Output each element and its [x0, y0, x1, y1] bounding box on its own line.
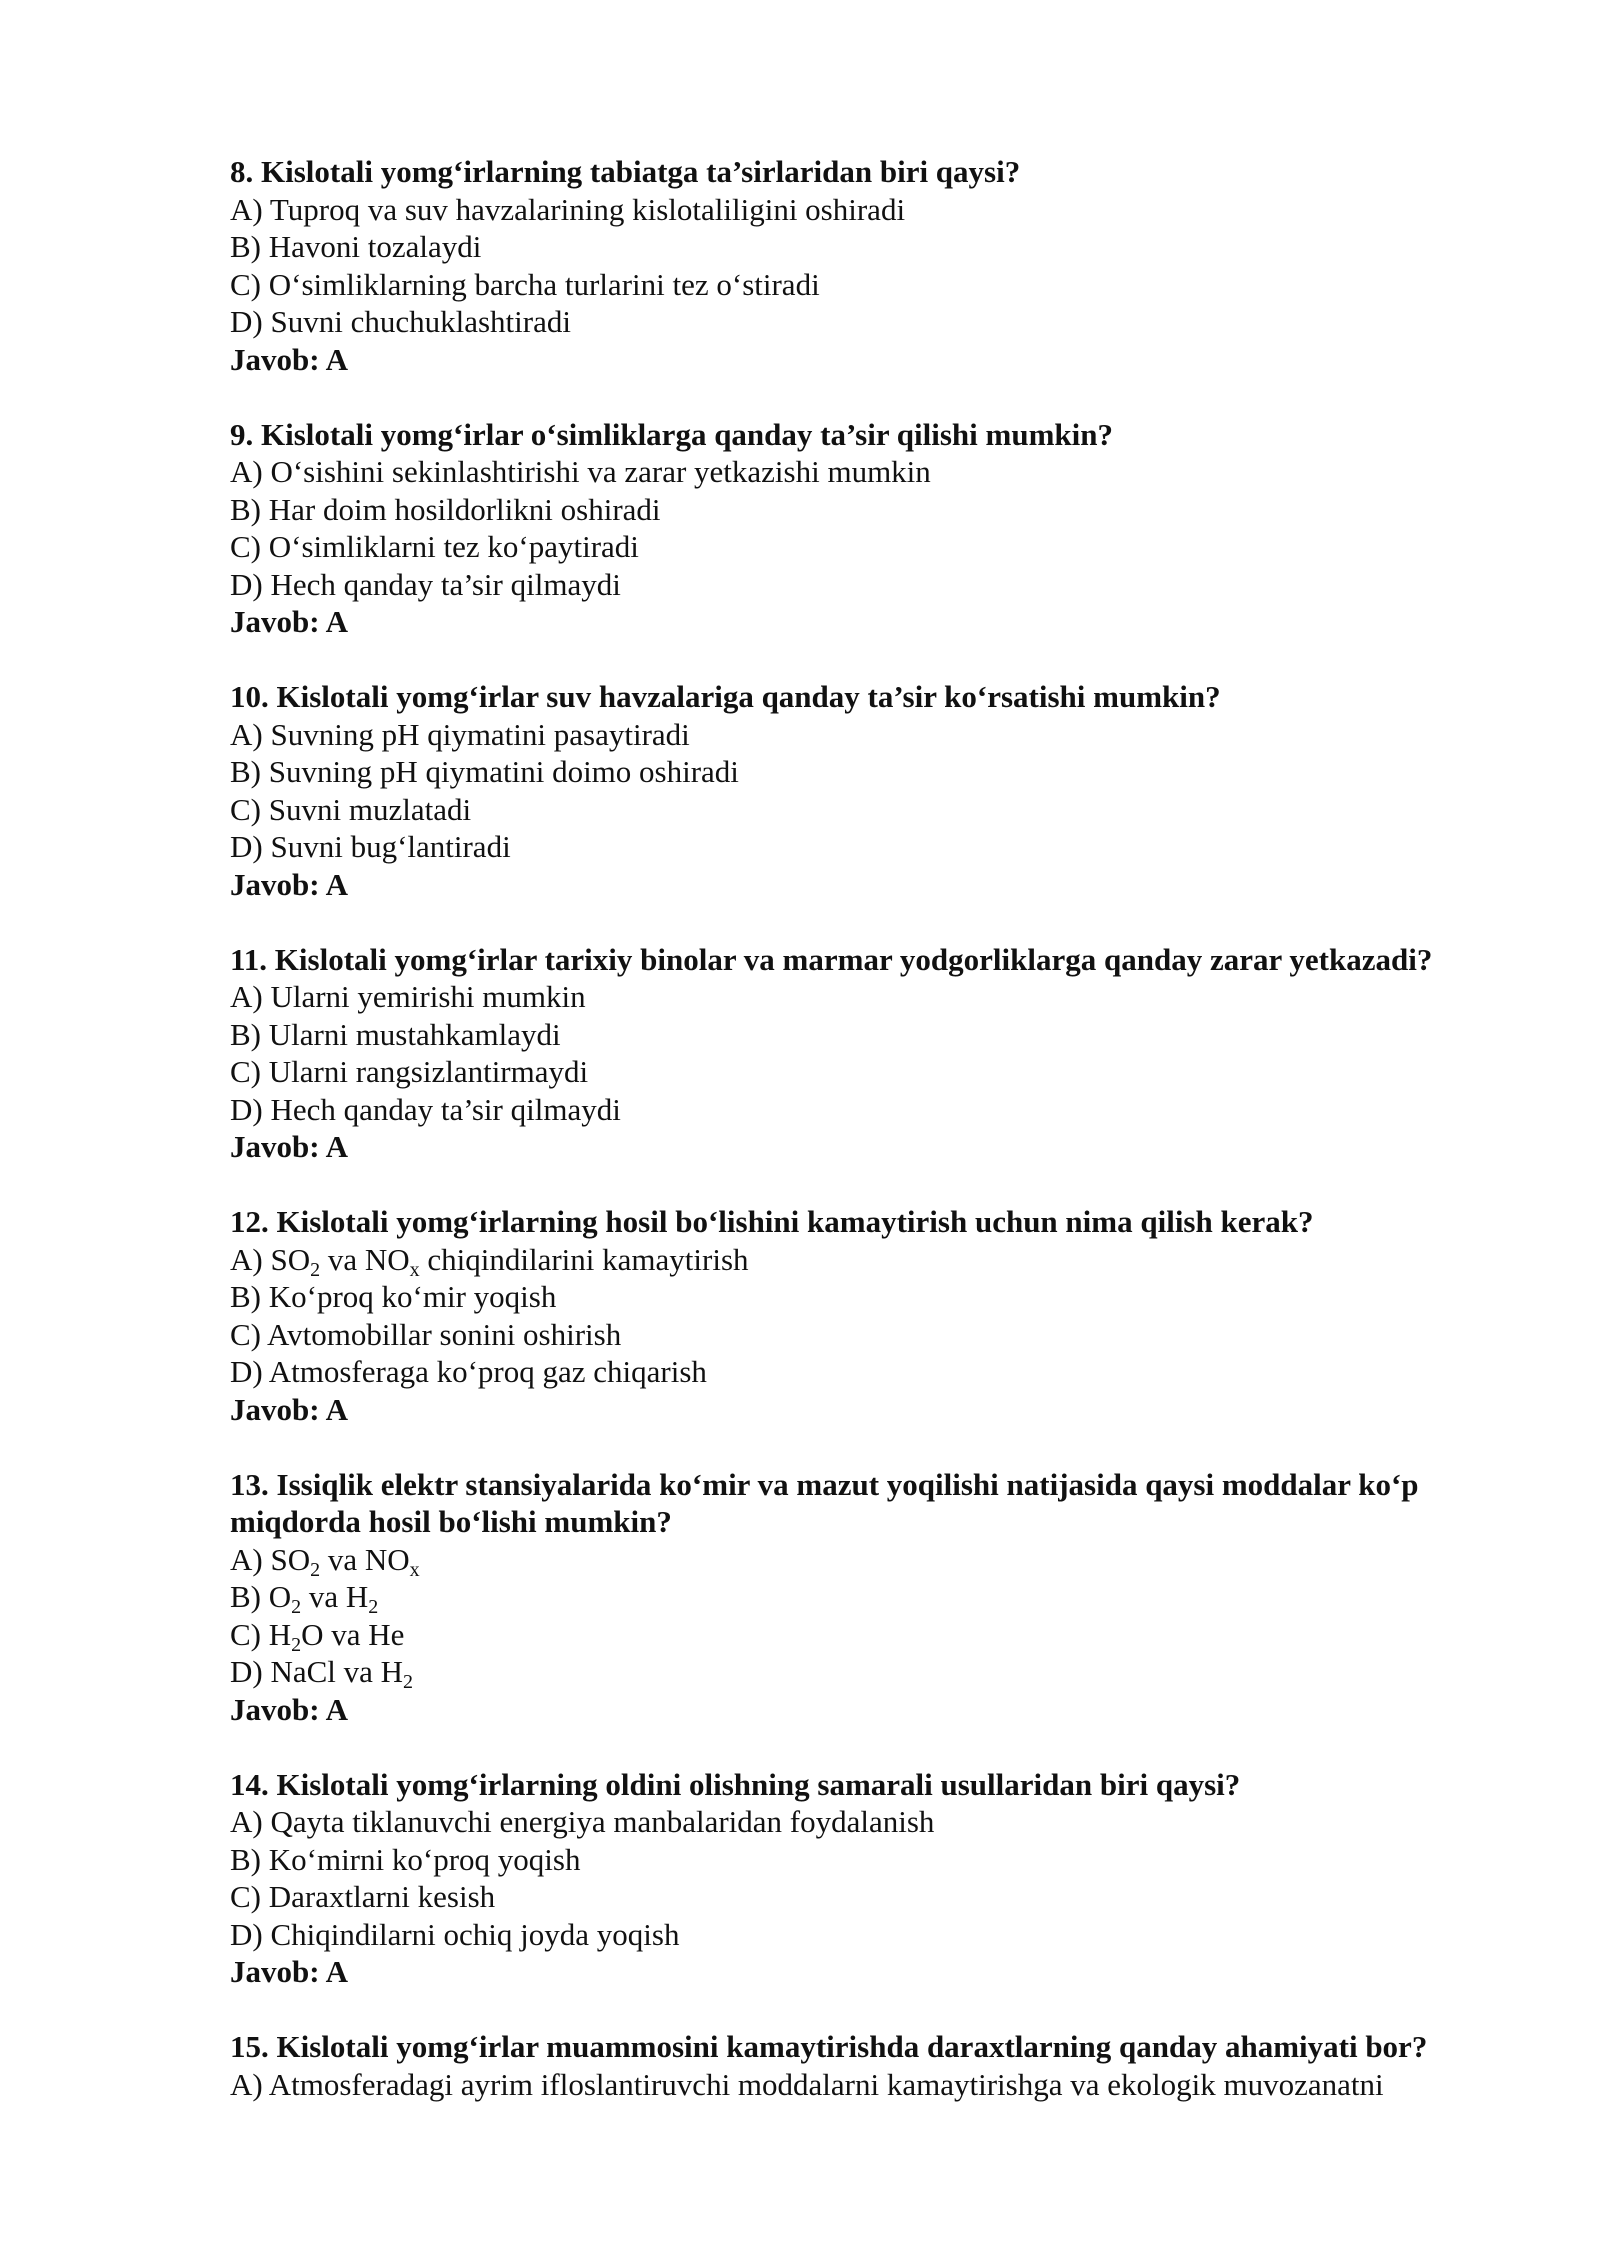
answer-option [230, 1541, 1530, 1579]
question-block [230, 678, 1530, 903]
answer-option: B) Ko‘proq ko‘mir yoqish [230, 1279, 557, 1314]
option-text: A) SO [230, 1241, 311, 1277]
answer-option: A) Suvning pH qiymatini pasaytiradi [230, 716, 690, 752]
question-block [230, 2028, 1530, 2103]
answer-option: B) Suvning pH qiymatini doimo oshiradi [230, 754, 739, 789]
subscript-text: 2 [310, 1258, 321, 1281]
question-title: 14. Kislotali yomg‘irlarning oldini olishning samarali usullaridan biri qaysi? [230, 1766, 1241, 1802]
subscript-text: 2 [291, 1596, 302, 1618]
answer-option: A) Ularni yemirishi mumkin [230, 979, 586, 1014]
answer-option: D) Chiqindilarni ochiq joyda yoqish [230, 1916, 680, 1952]
question-title: 10. Kislotali yomg‘irlar suv havzalariga qanday ta’sir ko‘rsatishi mumkin? [230, 679, 1221, 714]
answer-key: Javob: A [230, 341, 348, 377]
answer-option: B) Ularni mustahkamlaydi [230, 1016, 561, 1052]
option-text: va H [301, 1579, 369, 1614]
question-block [230, 416, 1530, 641]
subscript-text: 2 [291, 1633, 302, 1656]
option-text: O va He [301, 1616, 405, 1652]
question-block [230, 1466, 1530, 1729]
answer-option: B) Har doim hosildorlikni oshiradi [230, 491, 661, 527]
answer-key: Javob: A [230, 604, 348, 639]
subscript-text: 2 [403, 1671, 414, 1693]
answer-option [230, 1616, 1530, 1654]
question-block [230, 1766, 1530, 1991]
answer-option: C) Suvni muzlatadi [230, 791, 472, 827]
option-text: va NO [320, 1541, 410, 1577]
answer-option: B) Ko‘mirni ko‘proq yoqish [230, 1841, 581, 1877]
answer-option: B) Havoni tozalaydi [230, 229, 482, 264]
answer-option [230, 1578, 1530, 1616]
document-page [230, 153, 1530, 2141]
option-text: D) NaCl va H [230, 1654, 404, 1689]
subscript-text: 2 [310, 1558, 321, 1581]
option-text: va NO [320, 1241, 410, 1277]
answer-option: C) Avtomobillar sonini oshirish [230, 1316, 622, 1352]
answer-option: D) Hech qanday ta’sir qilmaydi [230, 566, 621, 602]
answer-option: A) Tuproq va suv havzalarining kislotaliligini oshiradi [230, 191, 906, 227]
answer-option: C) O‘simliklarning barcha turlarini tez o‘stiradi [230, 266, 820, 302]
answer-option [230, 1241, 1530, 1279]
answer-option [230, 1653, 1530, 1691]
answer-key: Javob: A [230, 1391, 348, 1427]
question-block [230, 1203, 1530, 1428]
answer-key: Javob: A [230, 1129, 348, 1164]
option-text: C) H [230, 1616, 292, 1652]
answer-option: A) O‘sishini sekinlashtirishi va zarar yetkazishi mumkin [230, 454, 931, 489]
answer-key: Javob: A [230, 1691, 348, 1727]
answer-option: C) Ularni rangsizlantirmaydi [230, 1054, 589, 1089]
question-block [230, 941, 1530, 1166]
subscript-text: x [409, 1258, 420, 1281]
question-title: 9. Kislotali yomg‘irlar o‘simliklarga qanday ta’sir qilishi mumkin? [230, 416, 1114, 452]
subscript-text: x [409, 1558, 420, 1581]
question-block [230, 153, 1530, 378]
question-title: 15. Kislotali yomg‘irlar muammosini kamaytirishda daraxtlarning qanday ahamiyati bor? [230, 2029, 1428, 2064]
answer-option: A) Atmosferadagi ayrim ifloslantiruvchi moddalarni kamaytirishga va ekologik muvozanatni [230, 2066, 1384, 2102]
question-title: 13. Issiqlik elektr stansiyalarida ko‘mir va mazut yoqilishi natijasida qaysi moddalar ko‘p miqdorda hosil bo‘lishi mumkin? [230, 1466, 1419, 1539]
answer-option: C) O‘simliklarni tez ko‘paytiradi [230, 529, 639, 564]
option-text: chiqindilarini kamaytirish [419, 1241, 749, 1277]
answer-key: Javob: A [230, 1954, 348, 1989]
answer-option: C) Daraxtlarni kesish [230, 1879, 496, 1914]
answer-option: D) Suvni bug‘lantiradi [230, 829, 511, 864]
subscript-text: 2 [368, 1596, 379, 1618]
question-title: 11. Kislotali yomg‘irlar tarixiy binolar va marmar yodgorliklarga qanday zarar yetkazadi? [230, 941, 1433, 977]
answer-option: D) Suvni chuchuklashtiradi [230, 304, 571, 339]
question-title: 12. Kislotali yomg‘irlarning hosil bo‘lishini kamaytirish uchun nima qilish kerak? [230, 1204, 1314, 1239]
answer-option: D) Hech qanday ta’sir qilmaydi [230, 1091, 621, 1127]
question-title: 8. Kislotali yomg‘irlarning tabiatga ta’sirlaridan biri qaysi? [230, 154, 1021, 189]
answer-option: A) Qayta tiklanuvchi energiya manbalaridan foydalanish [230, 1804, 935, 1839]
option-text: A) SO [230, 1541, 311, 1577]
answer-option: D) Atmosferaga ko‘proq gaz chiqarish [230, 1354, 707, 1389]
answer-key: Javob: A [230, 866, 348, 902]
option-text: B) O [230, 1579, 292, 1614]
